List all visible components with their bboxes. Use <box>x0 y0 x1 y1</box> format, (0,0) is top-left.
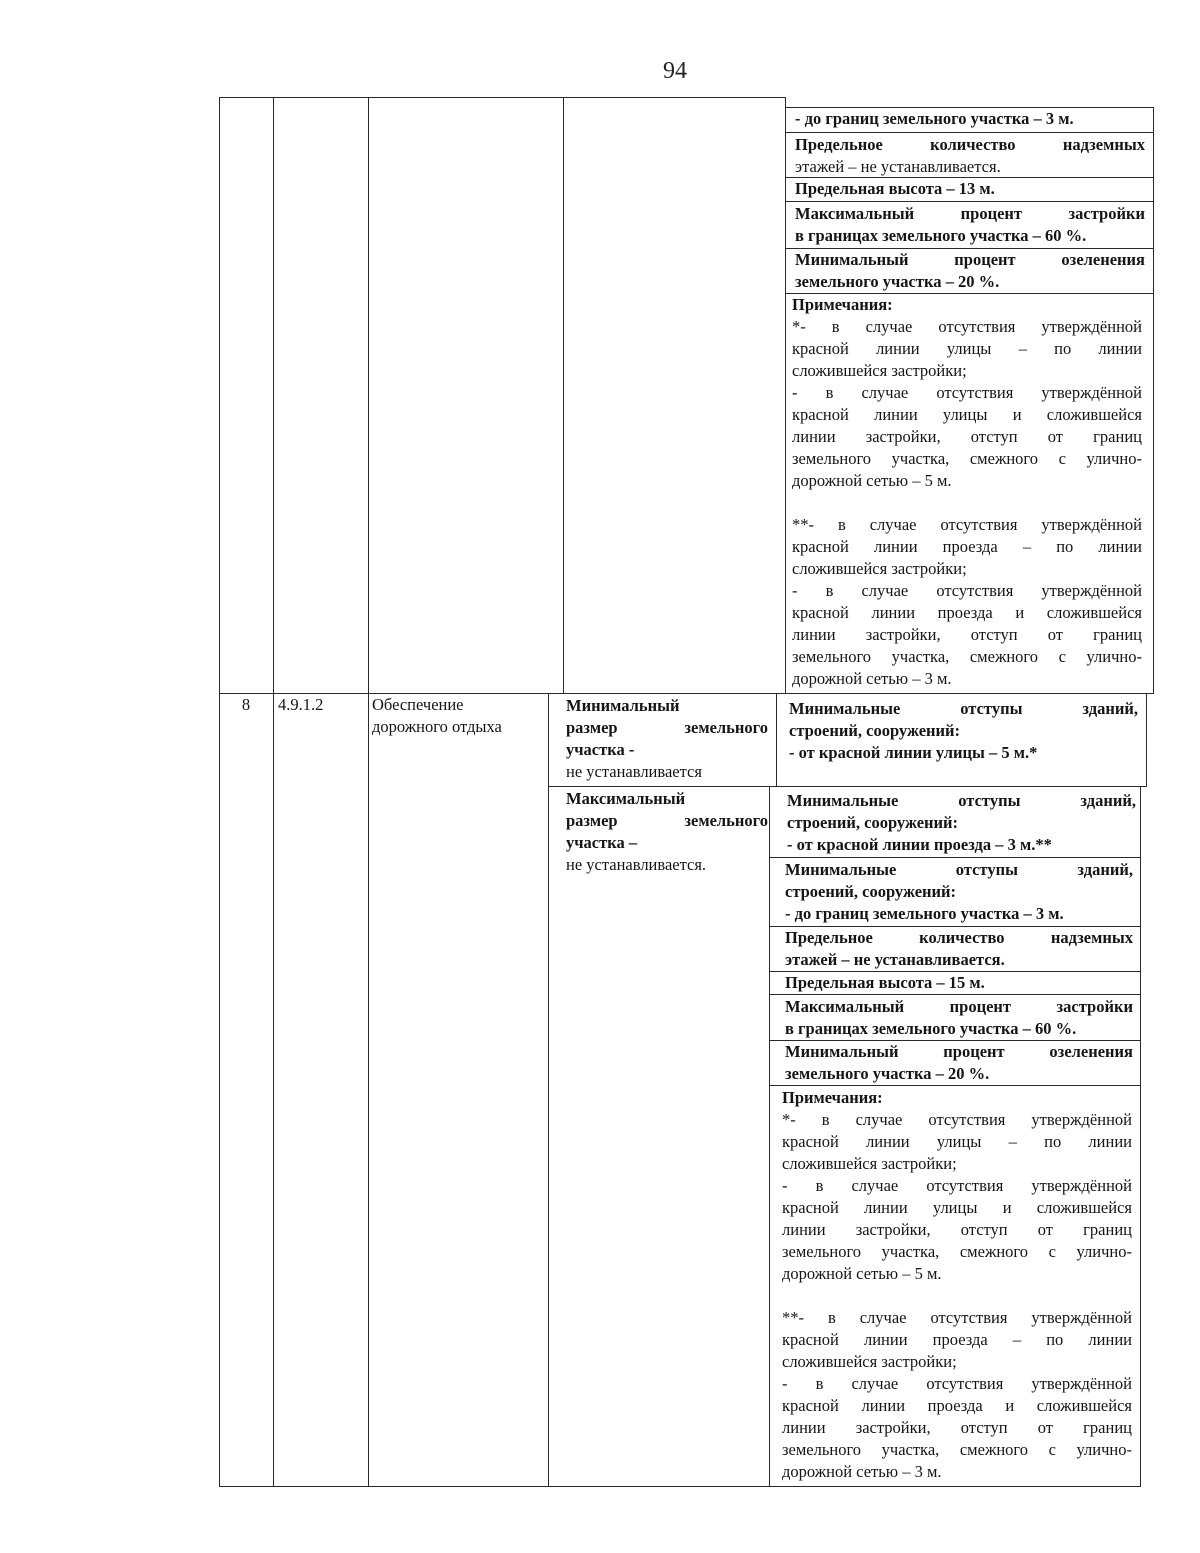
use-code: 4.9.1.2 <box>278 695 324 714</box>
notes-line: земельного участка, смежного с улично- <box>792 449 1142 468</box>
setback-boundary-2: строений, сооружений: <box>785 882 957 901</box>
setback-boundary-cell <box>785 859 1133 925</box>
max-size-2: размер земельного <box>566 811 768 830</box>
notes-line: сложившейся застройки; <box>782 1154 957 1173</box>
notes-cell <box>782 1087 1132 1483</box>
use-name-1: Обеспечение <box>372 695 464 714</box>
setback-boundary-cell <box>795 108 1145 132</box>
min-size-cell <box>566 695 768 783</box>
notes-title: Примечания: <box>792 295 893 314</box>
height-cell <box>795 178 1145 200</box>
notes-title: Примечания: <box>782 1088 883 1107</box>
setback-boundary-3: - до границ земельного участка – 3 м. <box>785 904 1064 923</box>
row-divider <box>769 994 1141 995</box>
column-divider <box>273 97 274 1487</box>
setback-passage-3: - от красной линии проезда – 3 м.** <box>787 835 1052 854</box>
notes-line: - в случае отсутствия утверждённой <box>792 581 1142 600</box>
notes-line: линии застройки, отступ от границ <box>792 625 1142 644</box>
notes-line: дорожной сетью – 5 м. <box>792 471 952 490</box>
column-divider <box>776 693 777 786</box>
floors-text-1: Предельное количество надземных <box>795 135 1145 154</box>
notes-line: земельного участка, смежного с улично- <box>792 647 1142 666</box>
notes-line: дорожной сетью – 3 м. <box>792 669 952 688</box>
row-number: 8 <box>241 695 251 714</box>
floors-1: Предельное количество надземных <box>785 928 1133 947</box>
notes-line: красной линии улицы и сложившейся <box>792 405 1142 424</box>
notes-line: красной линии проезда и сложившейся <box>792 603 1142 622</box>
notes-line: красной линии улицы – по линии <box>792 339 1142 358</box>
row-divider <box>785 132 1154 133</box>
min-size-3: участка - <box>566 740 635 759</box>
notes-line: земельного участка, смежного с улично- <box>782 1242 1132 1261</box>
max-size-3: участка – <box>566 833 638 852</box>
notes-line: **- в случае отсутствия утверждённой <box>792 515 1142 534</box>
notes-line: земельного участка, смежного с улично- <box>782 1440 1132 1459</box>
use-code-cell <box>278 694 368 716</box>
notes-line: красной линии проезда и сложившейся <box>782 1396 1132 1415</box>
green-percent-2: земельного участка – 20 %. <box>785 1064 990 1083</box>
min-size-1: Минимальный <box>566 696 680 715</box>
notes-line: *- в случае отсутствия утверждённой <box>792 317 1142 336</box>
notes-cell <box>792 294 1142 690</box>
setback-passage-cell <box>787 790 1136 856</box>
floors-cell <box>785 927 1133 971</box>
min-size-4: не устанавливается <box>566 762 702 781</box>
green-percent-1: Минимальный процент озеленения <box>785 1042 1133 1061</box>
notes-line: красной линии улицы – по линии <box>782 1132 1132 1151</box>
column-divider <box>785 97 786 694</box>
height: Предельная высота – 15 м. <box>785 973 985 992</box>
row-divider <box>785 201 1154 202</box>
green-percent-cell <box>785 1041 1133 1085</box>
notes-line: линии застройки, отступ от границ <box>792 427 1142 446</box>
green-percent-text-2: земельного участка – 20 %. <box>795 272 1000 291</box>
notes-line: дорожной сетью – 3 м. <box>782 1462 942 1481</box>
column-divider <box>548 693 549 1487</box>
notes-line: сложившейся застройки; <box>782 1352 957 1371</box>
row-divider <box>769 1085 1141 1086</box>
table-border-bottom <box>219 1486 1141 1487</box>
table-border-right <box>1146 693 1147 786</box>
notes-line: *- в случае отсутствия утверждённой <box>782 1110 1132 1129</box>
notes-line: линии застройки, отступ от границ <box>782 1220 1132 1239</box>
notes-line <box>792 492 1142 514</box>
green-percent-text-1: Минимальный процент озеленения <box>795 250 1145 269</box>
notes-line: - в случае отсутствия утверждённой <box>782 1374 1132 1393</box>
height-text: Предельная высота – 13 м. <box>795 179 995 198</box>
table-border-left <box>219 97 220 1487</box>
row-divider <box>769 857 1141 858</box>
setback-street-1: Минимальные отступы зданий, <box>789 699 1138 718</box>
setback-street-2: строений, сооружений: <box>789 721 961 740</box>
column-divider <box>769 786 770 1487</box>
floors-2: этажей – не устанавливается. <box>785 950 1005 969</box>
notes-line: сложившейся застройки; <box>792 361 967 380</box>
max-size-1: Максимальный <box>566 789 686 808</box>
build-percent-text-1: Максимальный процент застройки <box>795 204 1145 223</box>
setback-street-3: - от красной линии улицы – 5 м.* <box>789 743 1038 762</box>
use-name-cell <box>372 694 548 738</box>
column-divider <box>368 97 369 1487</box>
notes-line: красной линии проезда – по линии <box>792 537 1142 556</box>
page-number: 94 <box>663 58 687 84</box>
max-size-4: не устанавливается. <box>566 855 707 874</box>
build-percent-cell <box>785 996 1133 1040</box>
notes-line: дорожной сетью – 5 м. <box>782 1264 942 1283</box>
build-percent-text-2: в границах земельного участка – 60 %. <box>795 226 1087 245</box>
build-percent-1: Максимальный процент застройки <box>785 997 1133 1016</box>
setback-passage-1: Минимальные отступы зданий, <box>787 791 1136 810</box>
setback-boundary-1: Минимальные отступы зданий, <box>785 860 1133 879</box>
table-border-top <box>219 97 785 98</box>
row-divider <box>548 786 1147 787</box>
use-name-2: дорожного отдыха <box>372 717 502 736</box>
notes-line: - в случае отсутствия утверждённой <box>782 1176 1132 1195</box>
max-size-cell <box>566 788 768 876</box>
notes-line: - в случае отсутствия утверждённой <box>792 383 1142 402</box>
build-percent-cell <box>795 203 1145 247</box>
floors-cell <box>795 134 1145 178</box>
floors-text-2: этажей – не устанавливается. <box>795 157 1001 176</box>
table-border-right <box>1140 786 1141 1487</box>
green-percent-cell <box>795 249 1145 293</box>
setback-passage-2: строений, сооружений: <box>787 813 959 832</box>
setback-street-cell <box>789 698 1138 764</box>
notes-line: линии застройки, отступ от границ <box>782 1418 1132 1437</box>
setback-boundary-text: - до границ земельного участка – 3 м. <box>795 109 1074 128</box>
table-border-right <box>1153 107 1154 694</box>
notes-line: красной линии улицы и сложившейся <box>782 1198 1132 1217</box>
notes-line: красной линии проезда – по линии <box>782 1330 1132 1349</box>
notes-line <box>782 1285 1132 1307</box>
notes-line: **- в случае отсутствия утверждённой <box>782 1308 1132 1327</box>
build-percent-2: в границах земельного участка – 60 %. <box>785 1019 1077 1038</box>
height-cell <box>785 972 1133 994</box>
min-size-2: размер земельного <box>566 718 768 737</box>
column-divider <box>563 97 564 694</box>
notes-line: сложившейся застройки; <box>792 559 967 578</box>
row-number-cell <box>219 694 273 716</box>
